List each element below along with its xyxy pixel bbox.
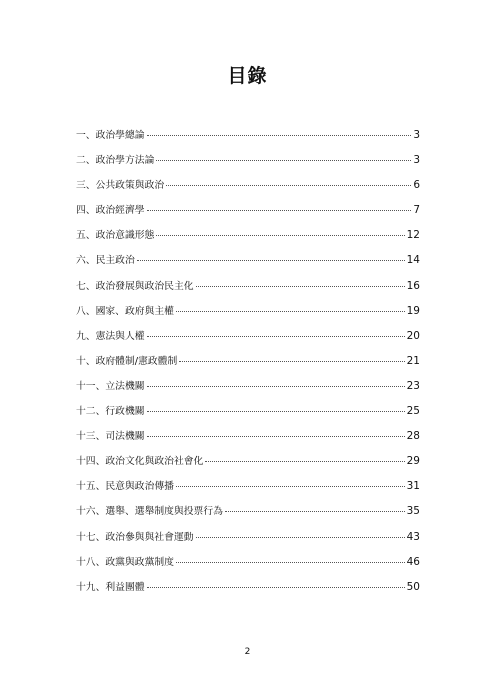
toc-entry-page: 25 — [406, 405, 420, 418]
toc-entry-label: 九、憲法與人權 — [76, 330, 145, 342]
toc-entry-page: 50 — [406, 580, 420, 593]
toc-entry[interactable] — [76, 327, 420, 352]
toc-entry[interactable] — [76, 302, 420, 327]
toc-entry-page: 19 — [406, 304, 420, 317]
toc-entry-label: 十五、民意與政治傳播 — [76, 481, 174, 493]
toc-dot-leader — [166, 185, 411, 186]
toc-entry[interactable] — [76, 151, 420, 176]
toc-dot-leader — [176, 562, 405, 563]
toc-entry-page: 35 — [406, 505, 420, 518]
toc-entry-label: 六、民主政治 — [76, 255, 135, 267]
toc-entry-label: 十二、行政機關 — [76, 406, 145, 418]
toc-entry-label: 十八、政黨與政黨制度 — [76, 556, 174, 568]
toc-entry-label: 十六、選舉、選舉制度與投票行為 — [76, 506, 223, 518]
toc-entry[interactable] — [76, 277, 420, 302]
toc-dot-leader — [156, 160, 411, 161]
toc-entry-label: 十三、司法機關 — [76, 431, 145, 443]
toc-entry-page: 46 — [406, 555, 420, 568]
toc-dot-leader — [179, 361, 404, 362]
toc-entry[interactable] — [76, 126, 420, 151]
toc-entry[interactable] — [76, 377, 420, 402]
toc-dot-leader — [196, 286, 405, 287]
toc-entry[interactable] — [76, 201, 420, 226]
toc-entry-page: 23 — [406, 379, 420, 392]
toc-entry[interactable] — [76, 502, 420, 527]
toc-entry-page: 6 — [413, 179, 420, 192]
toc-entry-label: 二、政治學方法論 — [76, 155, 155, 167]
toc-entry-page: 14 — [406, 254, 420, 267]
toc-entry-page: 16 — [406, 279, 420, 292]
toc-entry-page: 3 — [413, 129, 420, 141]
toc-dot-leader — [147, 210, 412, 211]
toc-entry[interactable] — [76, 427, 420, 452]
toc-dot-leader — [147, 386, 405, 387]
toc-entry[interactable] — [76, 352, 420, 377]
toc-entry-label: 十七、政治參與與社會運動 — [76, 531, 194, 543]
toc-entry-page: 28 — [406, 430, 420, 443]
toc-entry[interactable] — [76, 402, 420, 427]
toc-entry[interactable] — [76, 176, 420, 201]
toc-entry[interactable] — [76, 477, 420, 502]
toc-entry-page: 3 — [413, 154, 420, 167]
toc-dot-leader — [147, 436, 405, 437]
toc-dot-leader — [176, 311, 405, 312]
toc-dot-leader — [137, 260, 405, 261]
toc-entry-label: 八、國家、政府與主權 — [76, 305, 174, 317]
toc-entry-page: 29 — [406, 455, 420, 468]
toc-entry-page: 7 — [413, 204, 420, 217]
toc-entry-label: 十四、政治文化與政治社會化 — [76, 456, 204, 468]
toc-title: 目錄 — [227, 65, 268, 87]
toc-dot-leader — [147, 411, 405, 412]
toc-dot-leader — [156, 235, 404, 236]
toc-dot-leader — [196, 537, 405, 538]
toc-entry-page: 12 — [406, 229, 420, 242]
toc-entry[interactable] — [76, 226, 420, 251]
toc-dot-leader — [147, 336, 405, 337]
toc-dot-leader — [205, 461, 404, 462]
toc-entry-label: 十、政府體制/憲政體制 — [76, 355, 178, 367]
toc-entry[interactable] — [76, 452, 420, 477]
toc-entry-page: 20 — [406, 329, 420, 342]
toc-entry-label: 三、公共政策與政治 — [76, 180, 165, 192]
toc-entry[interactable] — [76, 553, 420, 578]
toc-entry-label: 五、政治意識形態 — [76, 230, 155, 242]
page-number: 2 — [244, 647, 251, 657]
toc-entry-label: 七、政治發展與政治民主化 — [76, 280, 194, 292]
toc-entry-label: 十一、立法機關 — [76, 380, 145, 392]
toc-dot-leader — [225, 511, 405, 512]
table-of-contents — [76, 126, 420, 603]
toc-dot-leader — [147, 135, 412, 136]
toc-entry-label: 十九、利益團體 — [76, 581, 145, 593]
toc-entry-label: 一、政治學總論 — [76, 130, 145, 141]
toc-entry-label: 四、政治經濟學 — [76, 205, 145, 217]
toc-entry[interactable] — [76, 578, 420, 603]
toc-entry[interactable] — [76, 528, 420, 553]
toc-entry-page: 31 — [406, 480, 420, 493]
toc-entry[interactable] — [76, 251, 420, 276]
toc-dot-leader — [176, 486, 405, 487]
toc-entry-page: 43 — [406, 530, 420, 543]
toc-dot-leader — [147, 587, 405, 588]
toc-entry-page: 21 — [406, 354, 420, 367]
